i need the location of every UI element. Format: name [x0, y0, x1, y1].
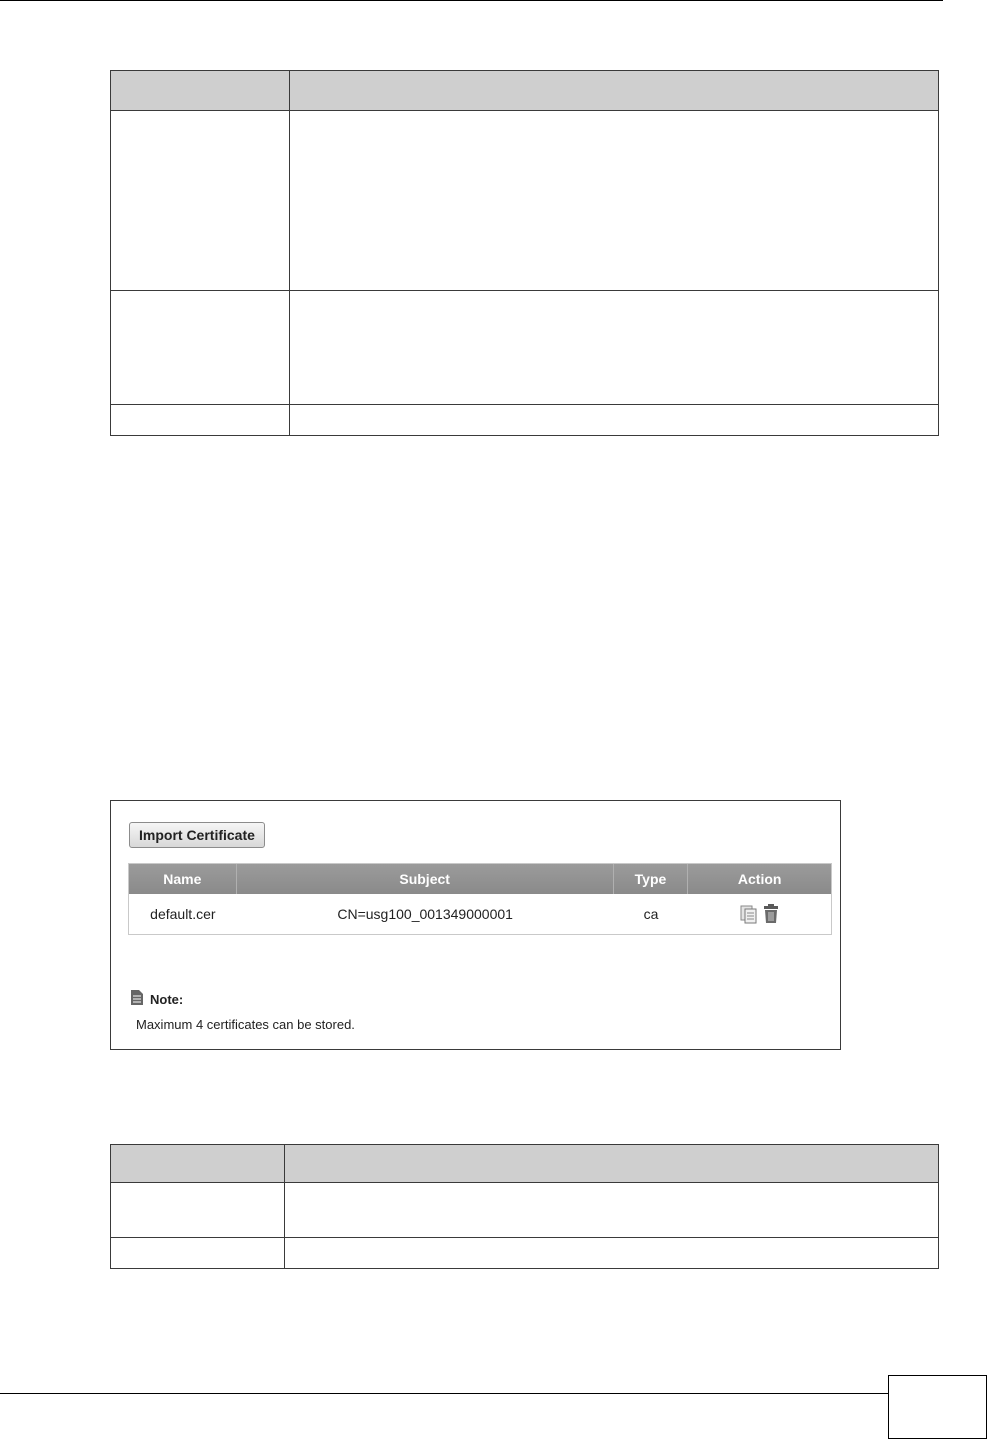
- table-row: [129, 894, 831, 934]
- field-description-table-2: [110, 1144, 939, 1269]
- table-row: [111, 111, 939, 291]
- column-header-type[interactable]: Type: [614, 864, 689, 894]
- page-number-box: [888, 1375, 987, 1439]
- cell-name: default.cer: [150, 906, 216, 922]
- cell-action: [688, 894, 831, 934]
- cell-type: ca: [643, 906, 659, 922]
- trash-icon[interactable]: [762, 904, 780, 924]
- note-text: Maximum 4 certificates can be stored.: [136, 1017, 355, 1032]
- note-title: Note:: [150, 991, 184, 1007]
- table-row: [111, 405, 939, 436]
- table-header-row: [111, 71, 939, 111]
- footer-rule: [0, 1393, 888, 1394]
- document-icon: [130, 989, 144, 1009]
- copy-icon[interactable]: [739, 904, 759, 924]
- certificate-screen: [110, 800, 841, 1050]
- column-header-subject[interactable]: Subject: [237, 864, 614, 894]
- column-header-name[interactable]: Name: [129, 864, 237, 894]
- table-row: [111, 1238, 939, 1269]
- grid-header: [129, 864, 831, 894]
- top-rule: [0, 0, 943, 1]
- certificate-grid: [128, 863, 832, 935]
- field-description-table: [110, 70, 939, 436]
- cell-subject: CN=usg100_001349000001: [337, 906, 513, 922]
- note-heading: [130, 989, 183, 1009]
- table-row: [111, 291, 939, 405]
- column-header-action: Action: [737, 871, 782, 887]
- table-header-row: [111, 1145, 939, 1183]
- import-certificate-button[interactable]: Import Certificate: [129, 822, 265, 848]
- table-row: [111, 1183, 939, 1238]
